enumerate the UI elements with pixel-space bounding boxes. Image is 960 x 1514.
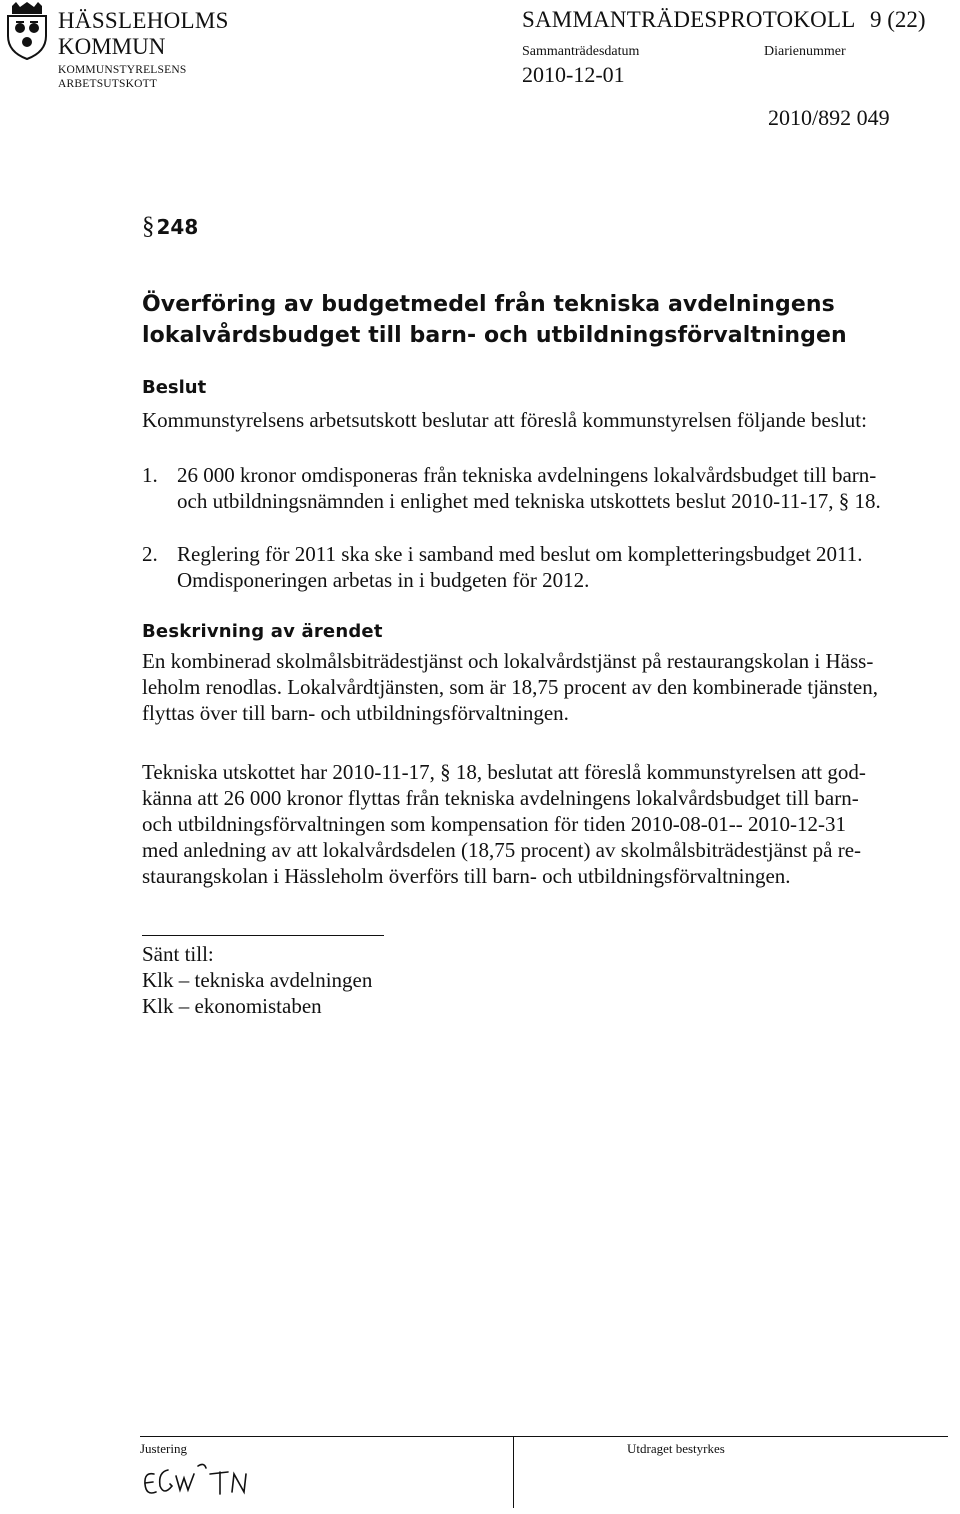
- document-type: SAMMANTRÄDESPROTOKOLL: [522, 7, 856, 32]
- footer-divider: [140, 1436, 948, 1437]
- paragraph-line: Tekniska utskottet har 2010-11-17, § 18, beslutat att föreslå kommunstyrelsen att god-: [142, 760, 866, 784]
- distribution-recipient: Klk – tekniska avdelningen: [142, 968, 373, 992]
- org-unit-line1: KOMMUNSTYRELSENS: [58, 64, 187, 76]
- paragraph-line: med anledning av att lokalvårdsdelen (18,75 procent) av skolmålsbiträdestjänst på re-: [142, 838, 862, 862]
- list-item-line: 26 000 kronor omdisponeras från tekniska avdelningens lokalvårdsbudget till barn-: [177, 463, 877, 487]
- paragraph-line: leholm renodlas. Lokalvårdtjänsten, som är 18,75 procent av den kombinerade tjänsten,: [142, 675, 878, 699]
- coat-of-arms-icon: [2, 2, 52, 60]
- decision-heading: Beslut: [142, 377, 207, 398]
- footer-column-divider: [513, 1436, 514, 1508]
- section-number-value: 248: [156, 215, 199, 239]
- list-item-number: 2.: [142, 542, 158, 566]
- distribution-recipient: Klk – ekonomistaben: [142, 994, 322, 1018]
- meeting-date-label: Sammanträdesdatum: [522, 44, 640, 59]
- description-heading: Beskrivning av ärendet: [142, 621, 383, 642]
- adjustment-label: Justering: [140, 1441, 187, 1456]
- org-unit-line2: ARBETSUTSKOTT: [58, 78, 158, 90]
- org-name-line1: HÄSSLEHOLMS: [58, 8, 229, 33]
- title-line: lokalvårdsbudget till barn- och utbildningsförvaltningen: [142, 323, 847, 348]
- paragraph-line: staurangskolan i Hässleholm överförs till barn- och utbildningsförvaltningen.: [142, 864, 791, 888]
- list-item-line: och utbildningsnämnden i enlighet med tekniska utskottets beslut 2010-11-17, § 18.: [177, 489, 881, 513]
- page-title: [142, 289, 847, 351]
- list-item-number: 1.: [142, 463, 158, 487]
- paragraph-line: känna att 26 000 kronor flyttas från tekniska avdelningens lokalvårdsbudget till barn-: [142, 786, 859, 810]
- list-item: [177, 541, 863, 593]
- paragraph-line: En kombinerad skolmålsbiträdestjänst och lokalvårdstjänst på restaurangskolan i Häss-: [142, 649, 874, 673]
- org-name-line2: KOMMUN: [58, 34, 166, 59]
- title-line: Överföring av budgetmedel från tekniska avdelningens: [142, 292, 835, 317]
- page-number: 9 (22): [870, 7, 926, 32]
- decision-intro: Kommunstyrelsens arbetsutskott beslutar att föreslå kommunstyrelsen följande beslut:: [142, 408, 867, 432]
- paragraph-line: flyttas över till barn- och utbildningsförvaltningen.: [142, 701, 569, 725]
- diary-number-value: 2010/892 049: [768, 105, 890, 130]
- paragraph-line: och utbildningsförvaltningen som kompensation för tiden 2010-08-01-- 2010-12-31: [142, 812, 846, 836]
- diary-number-label: Diarienummer: [764, 44, 846, 59]
- divider: [142, 935, 384, 936]
- section-symbol: §: [142, 213, 155, 240]
- distribution-label: Sänt till:: [142, 942, 214, 966]
- description-paragraph-2: [142, 759, 866, 889]
- list-item: [177, 462, 881, 514]
- list-item-line: Reglering för 2011 ska ske i samband med beslut om kompletteringsbudget 2011.: [177, 542, 863, 566]
- distribution-list: [142, 941, 372, 1019]
- handwritten-signature: [140, 1452, 260, 1502]
- description-paragraph-1: [142, 648, 878, 726]
- list-item-line: Omdisponeringen arbetas in i budgeten för 2012.: [177, 568, 590, 592]
- section-number: [142, 215, 198, 239]
- certified-extract-label: Utdraget bestyrkes: [627, 1441, 725, 1456]
- meeting-date-value: 2010-12-01: [522, 62, 625, 87]
